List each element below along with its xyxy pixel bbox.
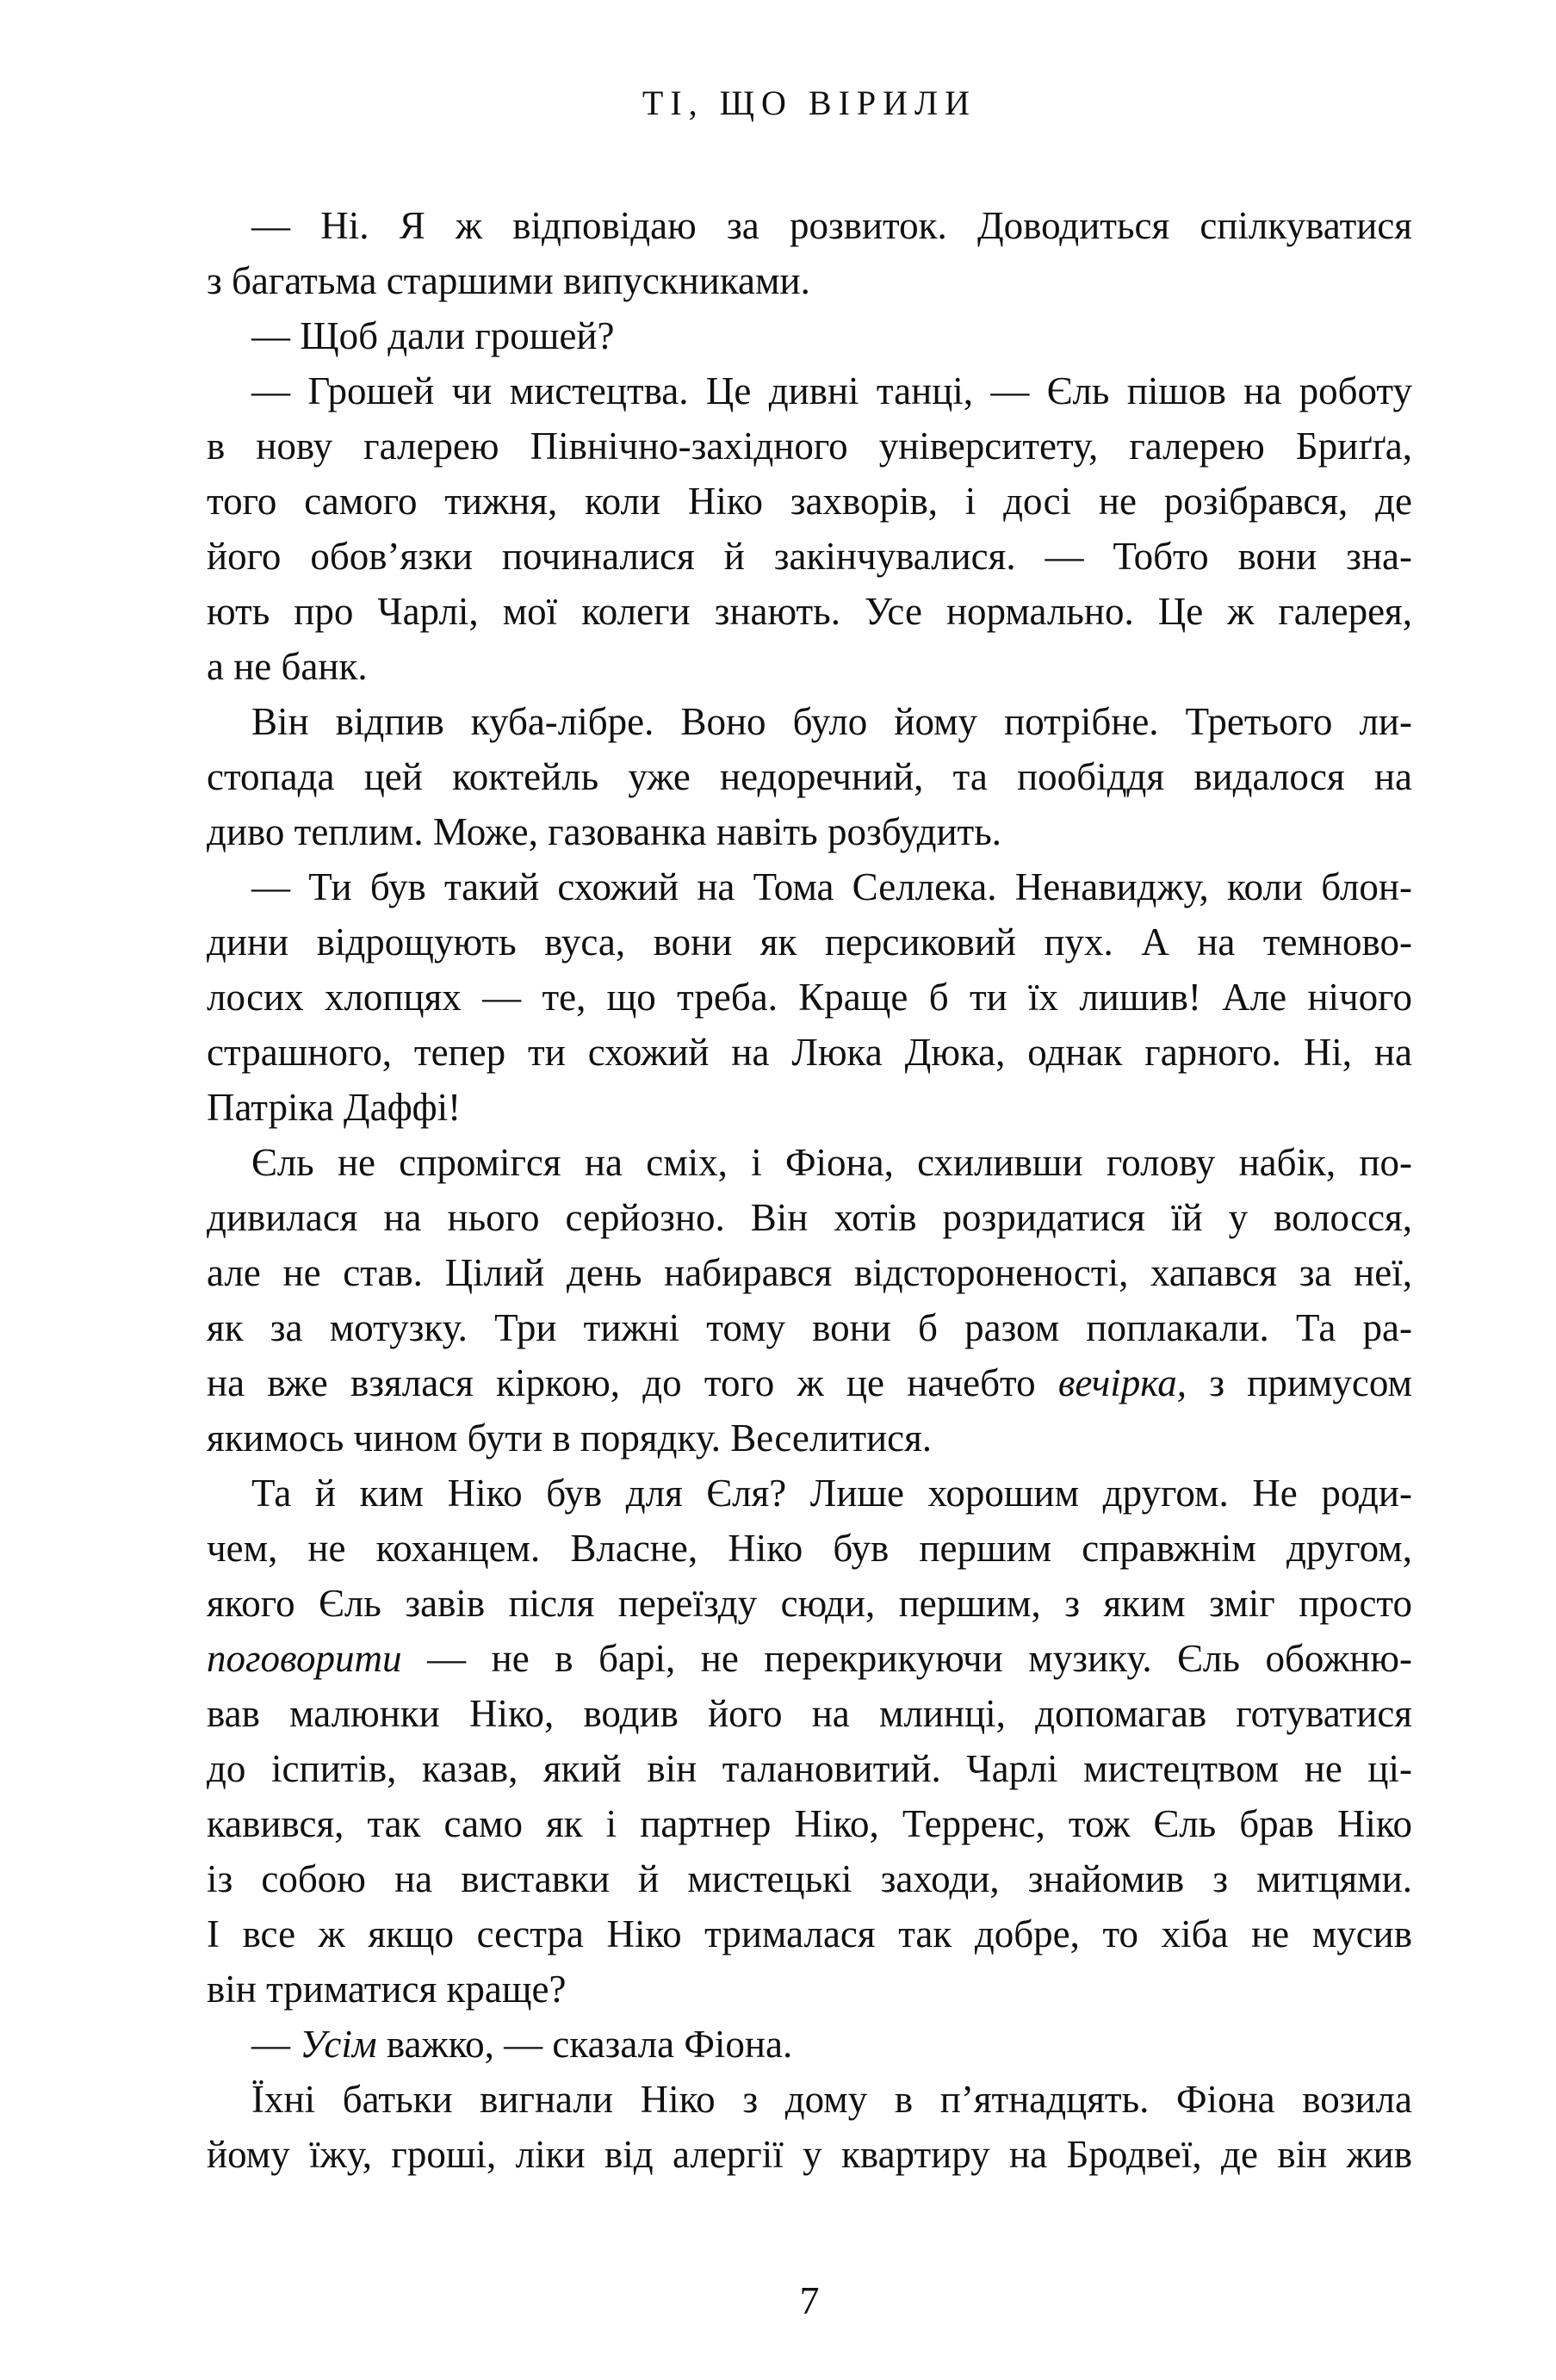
text-line xyxy=(207,529,1412,584)
text-line xyxy=(207,253,1412,308)
text-line xyxy=(207,1686,1412,1741)
text-segment: йому їжу, гроші, ліки від алергії у квартиру на Бродвеї, де він жив xyxy=(207,2133,1412,2176)
text-line xyxy=(207,1851,1412,1906)
text-segment: Він відпив куба-лібре. Воно було йому потрібне. Третього ли- xyxy=(251,700,1412,743)
text-line xyxy=(207,694,1412,749)
text-line xyxy=(207,1466,1412,1521)
text-segment: стопада цей коктейль уже недоречний, та пообіддя видалося на xyxy=(207,755,1412,798)
text-segment: того самого тижня, коли Ніко захворів, і досі не розібрався, де xyxy=(207,480,1412,523)
text-segment: диво теплим. Може, газованка навіть розбудить. xyxy=(207,810,1001,853)
body-text-block xyxy=(207,198,1412,2182)
text-line xyxy=(207,859,1412,914)
text-line xyxy=(207,749,1412,804)
text-line xyxy=(207,1135,1412,1190)
text-line xyxy=(207,1576,1412,1631)
italic-text-segment: поговорити xyxy=(207,1637,402,1680)
text-segment: І все ж якщо сестра Ніко трималася так добре, то хіба не мусив xyxy=(207,1912,1412,1955)
text-line xyxy=(207,1962,1412,2017)
text-line xyxy=(207,1355,1412,1410)
text-segment: — не в барі, не перекрикуючи музику. Єль обожню- xyxy=(401,1637,1412,1680)
text-segment: Та й ким Ніко був для Єля? Лише хорошим другом. Не роди- xyxy=(251,1472,1412,1515)
text-segment: важко, — сказала Фіона. xyxy=(376,2023,793,2066)
text-line xyxy=(207,474,1412,529)
text-line xyxy=(207,1300,1412,1355)
text-line xyxy=(207,584,1412,639)
text-segment: лосих хлопцях — те, що треба. Краще б ти їх лишив! Але нічого xyxy=(207,976,1412,1019)
text-segment: кавився, так само як і партнер Ніко, Терренс, тож Єль брав Ніко xyxy=(207,1802,1412,1845)
text-line xyxy=(207,418,1412,474)
text-segment: — xyxy=(251,2023,301,2066)
text-segment: із собою на виставки й мистецькі заходи, знайомив з митцями. xyxy=(207,1857,1412,1900)
text-segment: — Грошей чи мистецтва. Це дивні танці, — Єль пішов на роботу xyxy=(251,369,1412,412)
text-line xyxy=(207,363,1412,418)
text-segment: — Щоб дали грошей? xyxy=(251,314,615,357)
text-segment: чем, не коханцем. Власне, Ніко був першим справжнім другом, xyxy=(207,1527,1412,1570)
text-line xyxy=(207,2072,1412,2127)
text-line xyxy=(207,308,1412,363)
text-line xyxy=(207,1245,1412,1300)
text-line xyxy=(207,1521,1412,1576)
text-segment: на вже взялася кіркою, до того ж це начебто xyxy=(207,1361,1058,1404)
italic-text-segment: Усім xyxy=(300,2023,377,2066)
text-segment: його обов’язки починалися й закінчувалися. — Тобто вони зна- xyxy=(207,535,1412,578)
chapter-title: ТІ, ЩО ВІРИЛИ xyxy=(642,84,977,122)
text-line xyxy=(207,914,1412,970)
text-segment: дивилася на нього серйозно. Він хотів розридатися їй у волосся, xyxy=(207,1196,1412,1239)
text-line xyxy=(207,1796,1412,1851)
text-line xyxy=(207,1025,1412,1080)
text-line xyxy=(207,1906,1412,1962)
text-line xyxy=(207,804,1412,859)
text-segment: з багатьма старшими випускниками. xyxy=(207,259,810,302)
text-segment: а не банк. xyxy=(207,645,368,688)
text-segment: вав малюнки Ніко, водив його на млинці, допомагав готуватися xyxy=(207,1692,1412,1735)
text-segment: Патріка Даффі! xyxy=(207,1086,462,1129)
text-line xyxy=(207,198,1412,253)
text-segment: — Ні. Я ж відповідаю за розвиток. Доводиться спілкуватися xyxy=(251,204,1412,247)
text-line xyxy=(207,2017,1412,2072)
text-segment: — Ти був такий схожий на Тома Селлека. Ненавиджу, коли блон- xyxy=(251,865,1412,908)
text-line xyxy=(207,639,1412,694)
text-segment: Єль не спромігся на сміх, і Фіона, схиливши голову набік, по- xyxy=(251,1141,1412,1184)
text-line xyxy=(207,2127,1412,2182)
text-segment: Їхні батьки вигнали Ніко з дому в п’ятнадцять. Фіона возила xyxy=(251,2078,1412,2121)
text-segment: дини відрощують вуса, вони як персиковий пух. А на темново- xyxy=(207,920,1412,964)
page-number: 7 xyxy=(799,2278,820,2322)
text-segment: до іспитів, казав, який він талановитий. Чарлі мистецтвом не ці- xyxy=(207,1747,1412,1790)
text-segment: якого Єль завів після переїзду сюди, першим, з яким зміг просто xyxy=(207,1582,1412,1625)
text-segment: ють про Чарлі, мої колеги знають. Усе нормально. Це ж галерея, xyxy=(207,590,1412,633)
text-segment: якимось чином бути в порядку. Веселитися. xyxy=(207,1416,933,1460)
text-segment: він триматися краще? xyxy=(207,1968,567,2011)
text-segment: в нову галерею Північно-західного університету, галерею Бриґґа, xyxy=(207,425,1412,468)
text-line xyxy=(207,1080,1412,1135)
text-line xyxy=(207,1631,1412,1686)
text-segment: але не став. Цілий день набирався відстороненості, хапався за неї, xyxy=(207,1251,1412,1294)
text-segment: з примусом xyxy=(1186,1361,1412,1404)
text-line xyxy=(207,1190,1412,1245)
text-line xyxy=(207,970,1412,1025)
text-segment: страшного, тепер ти схожий на Люка Дюка, однак гарного. Ні, на xyxy=(207,1031,1412,1074)
text-segment: як за мотузку. Три тижні тому вони б разом поплакали. Та ра- xyxy=(207,1306,1412,1349)
italic-text-segment: вечірка, xyxy=(1057,1361,1187,1404)
text-line xyxy=(207,1741,1412,1796)
text-line xyxy=(207,1410,1412,1466)
